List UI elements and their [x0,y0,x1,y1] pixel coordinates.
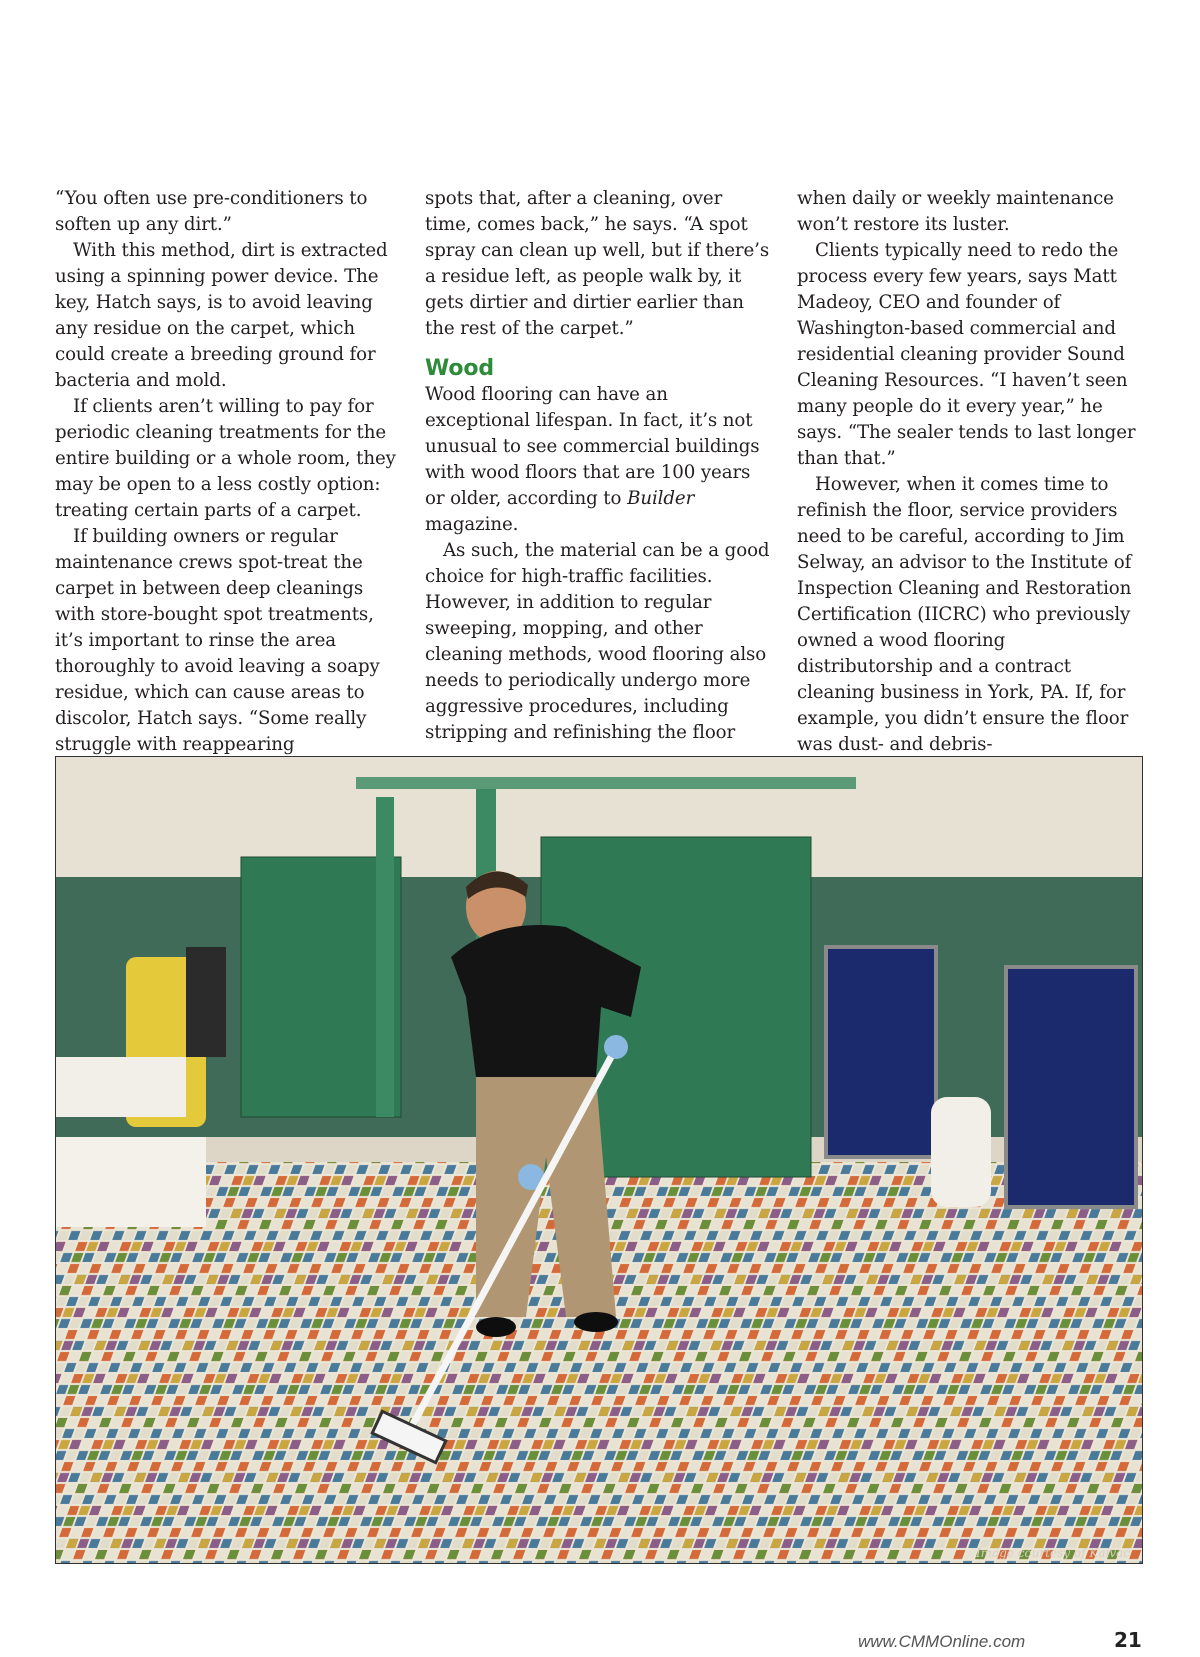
paragraph: If building owners or regular maintenance crews spot-treat the carpet in between deep cleanings with store-bought spot treatments, it’s important to rinse the area thoroughly to avoid leaving a soapy residue, which can cause areas to discolor, Hatch says. “Some really struggle with reappearing [55,526,380,755]
paragraph: Clients typically need to redo the process every few years, says Matt Madeoy, CEO and founder of Washington-based commercial and residential cleaning provider Sound Cleaning Resources. “I haven’t seen many people do it every year,” he says. “The sealer tends to last longer than that.” [797,240,1136,469]
sink [56,1137,206,1227]
article-column-2 [425,186,771,746]
restroom-cleaning-photo [55,756,1143,1564]
page-number: 21 [1114,1628,1142,1652]
paragraph: As such, the material can be a good choice for high-traffic facilities. However, in addition to regular sweeping, mopping, and other cleaning methods, wood flooring also needs to periodically undergo more aggressive procedures, including stripping and refinishing the floor [425,540,770,743]
magazine-title: Builder [627,488,695,509]
text-run: Wood flooring can have an exceptional lifespan. In fact, it’s not unusual to see commercial buildings with wood floors that are 100 years or older, according to [425,384,760,509]
urinal-partition [1006,967,1136,1207]
stall-headrail [356,777,856,789]
paragraph [425,382,771,538]
text-run: magazine. [425,514,519,535]
section-heading-wood: Wood [425,356,495,381]
paragraph: when daily or weekly maintenance won’t restore its luster. [797,188,1114,235]
urinal-partition [826,947,936,1157]
footer-website[interactable]: www.CMMOnline.com [858,1632,1026,1651]
paragraph: If clients aren’t willing to pay for periodic cleaning treatments for the entire building or a whole room, they may be open to a less costly option: treating certain parts of a carpet. [55,396,396,521]
article-column-1 [55,186,401,758]
paragraph: With this method, dirt is extracted using a spinning power device. The key, Hatch says, is to avoid leaving any residue on the carpet, which could create a breeding ground for bacteria and mold. [55,240,388,391]
paragraph: However, when it comes time to refinish the floor, service providers need to be careful, according to Jim Selway, an advisor to the Institute of Inspection Cleaning and Restoration Certification (IICRC) who previously owned a wood flooring distributorship and a contract cleaning business in York, PA. If, for example, you didn’t ensure the floor was dust- and debris- [797,474,1132,755]
sink [56,1057,186,1117]
stall-post [376,797,394,1117]
paragraph: spots that, after a cleaning, over time, comes back,” he says. “A spot spray can clean up well, but if there’s a residue left, as people walk by, it gets dirtier and dirtier earlier than the rest of the carpet.” [425,188,770,339]
cleaning-machine-hose-reel [186,947,226,1057]
urinal [931,1097,991,1207]
paragraph: “You often use pre-conditioners to soften up any dirt.” [55,188,368,235]
photo-illustration [56,757,1143,1564]
photo-credit: Image courtesy of Kaivac [975,1546,1130,1560]
article-column-3 [797,186,1143,758]
